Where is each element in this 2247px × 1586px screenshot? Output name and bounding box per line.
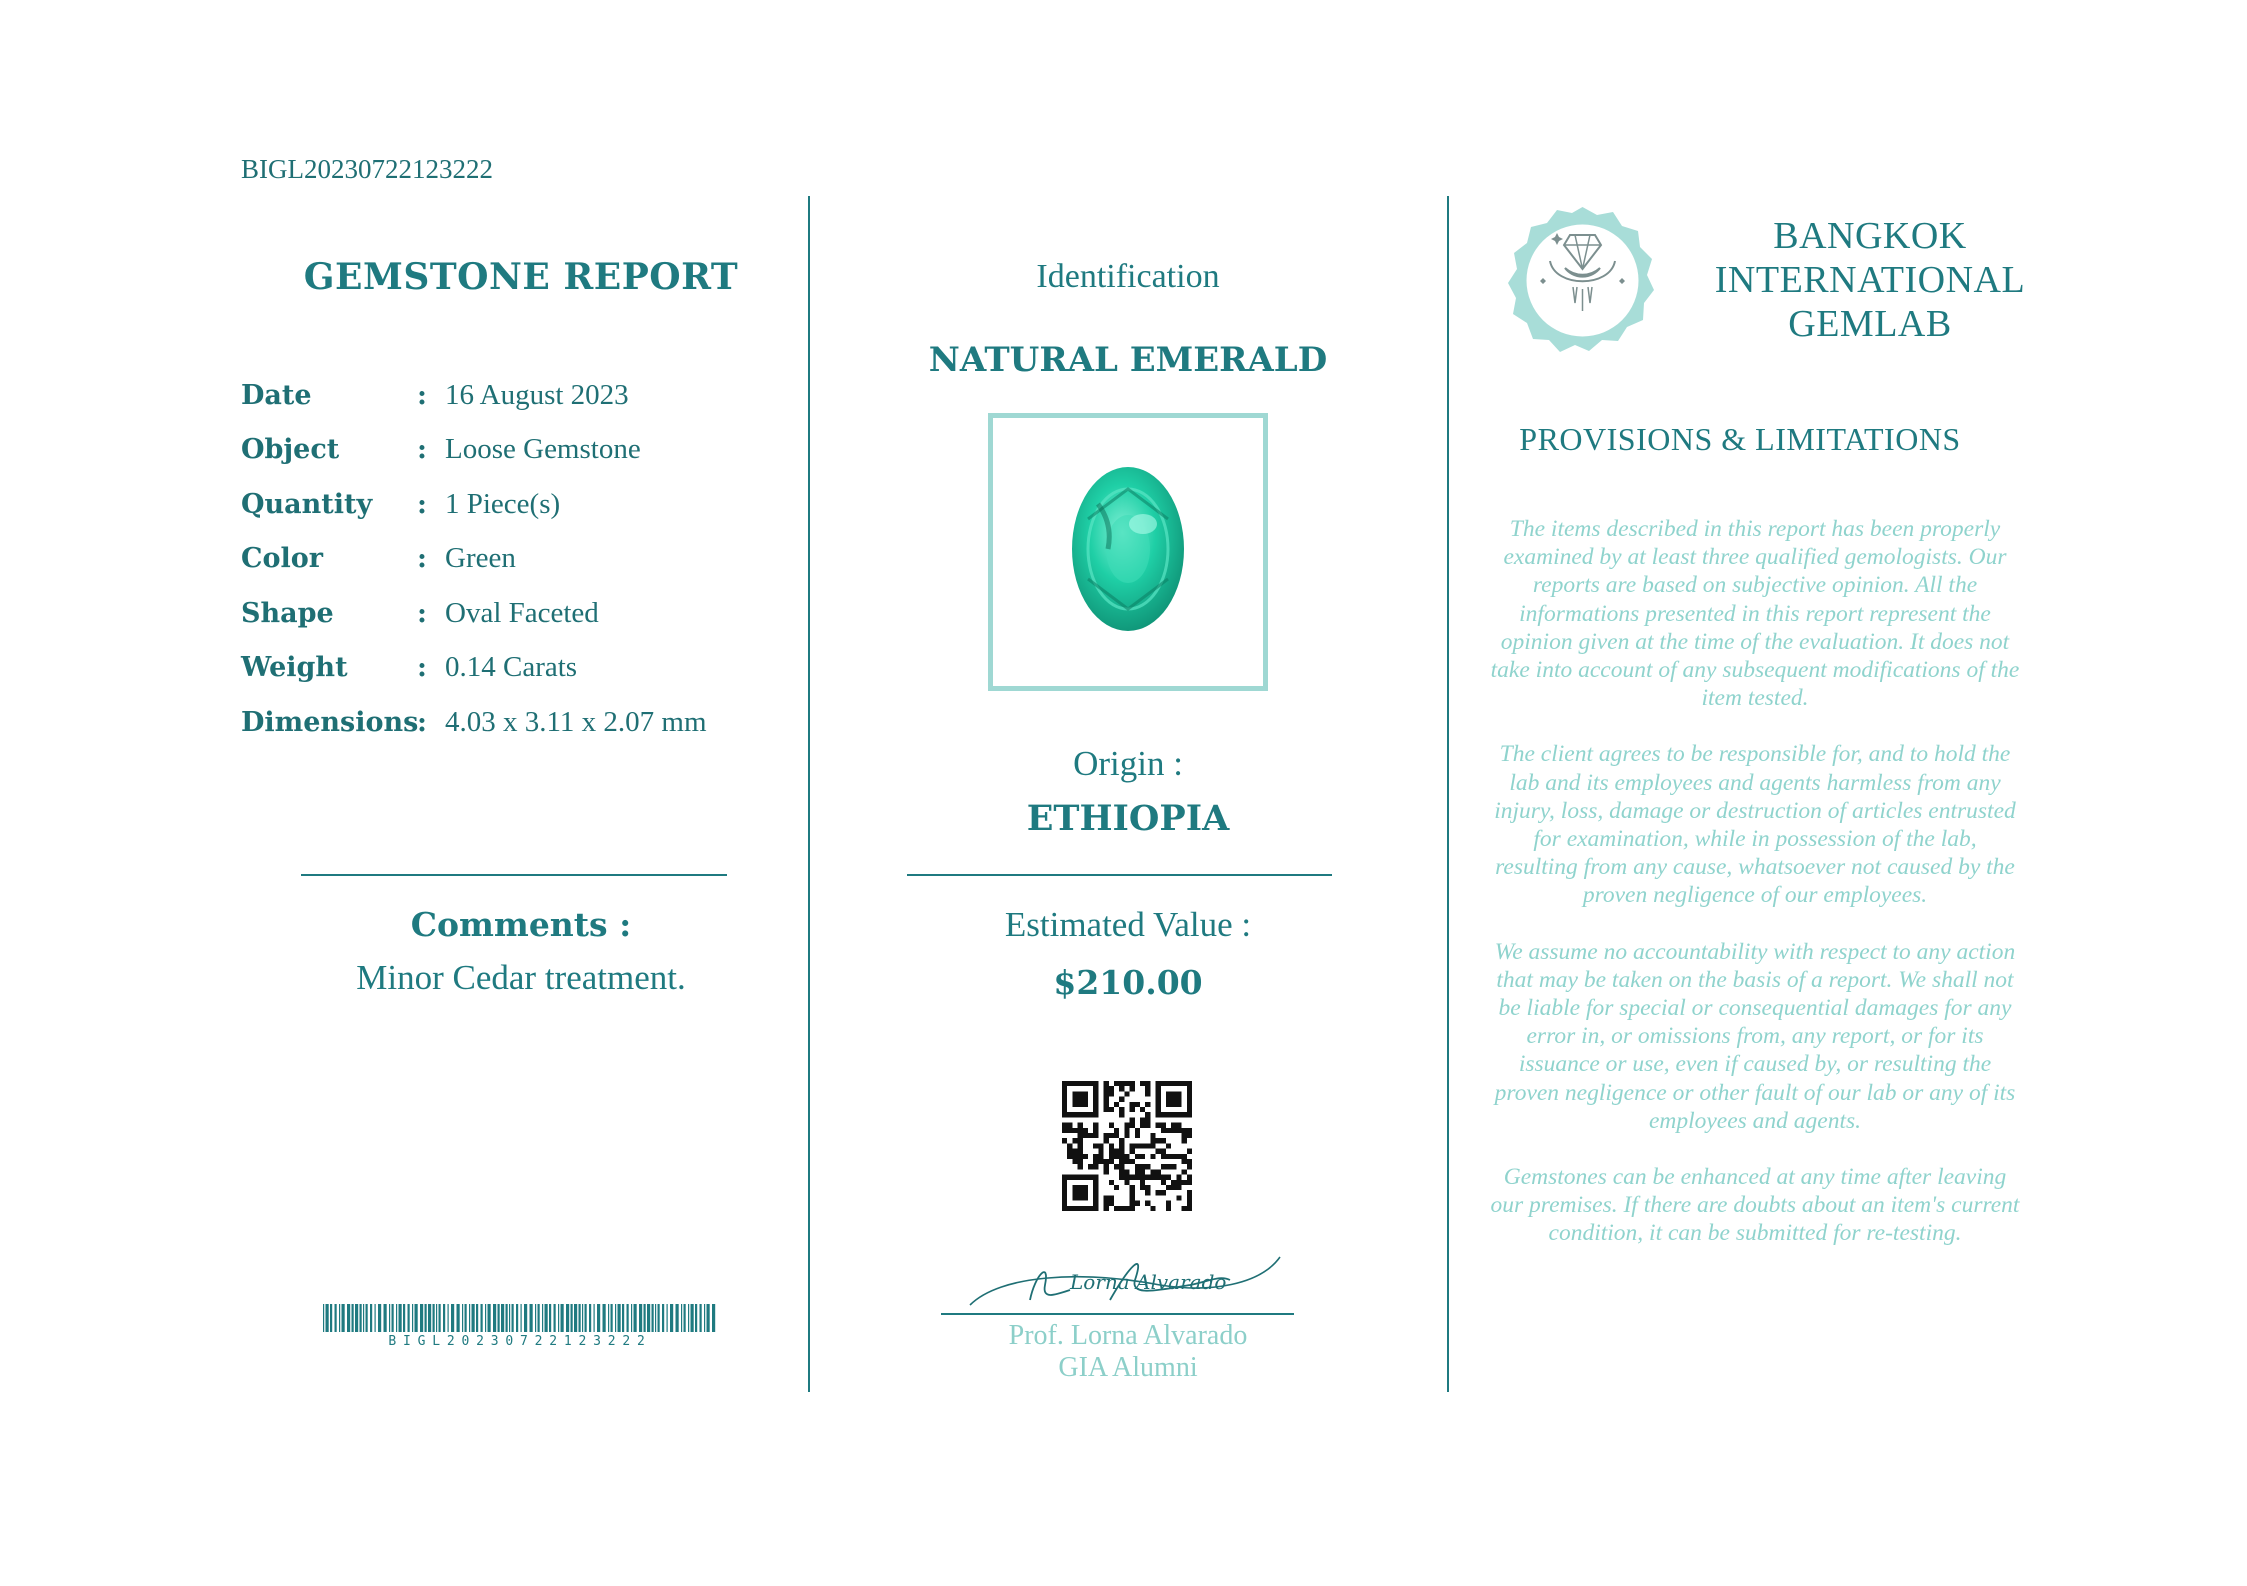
lab-name	[1700, 214, 2040, 346]
divider-comments	[301, 874, 727, 876]
provisions-paragraph: The items described in this report has been properly examined by at least three qualified gemologists. Our reports are based on subjective opinion. All the informations presented in this report represent the opinion given at the time of the evaluation. It does not take into account of any subsequent modifications of the item tested.	[1490, 516, 2020, 712]
detail-value: 1 Piece(s)	[445, 487, 561, 520]
detail-label: Quantity	[241, 488, 373, 520]
qr-code-icon[interactable]	[1062, 1081, 1192, 1211]
provisions-paragraph: We assume no accountability with respect to any action that may be taken on the basis of a report. We shall not be liable for special or consequential damages for any error in, or omissions from, any report, or for its issuance or use, even if caused by, or resulting the proven negligence or other fault of our lab or any of its employees and agents.	[1494, 938, 2016, 1134]
gem-name: NATURAL EMERALD	[928, 340, 1328, 380]
detail-value: 16 August 2023	[445, 378, 629, 411]
divider-value	[907, 874, 1332, 876]
lab-name-line: INTERNATIONAL	[1714, 259, 2026, 301]
detail-row-weight	[241, 641, 781, 696]
provisions-body	[1490, 515, 2020, 1276]
provisions-paragraph: Gemstones can be enhanced at any time after leaving our premises. If there are doubts about an item's current condition, it can be submitted for re-testing.	[1490, 1164, 2020, 1247]
details-list	[241, 368, 781, 750]
estimated-value-label: Estimated Value :	[1004, 905, 1252, 944]
detail-row-date	[241, 368, 781, 423]
detail-label: Dimensions	[241, 706, 419, 738]
detail-row-object	[241, 423, 781, 478]
detail-value: Oval Faceted	[445, 596, 599, 629]
detail-row-color	[241, 532, 781, 587]
comments-label: Comments :	[410, 905, 632, 944]
detail-value: 0.14 Carats	[445, 651, 578, 684]
detail-label: Object	[241, 434, 340, 466]
emerald-gem-image	[1068, 464, 1188, 634]
signer-name: Prof. Lorna Alvarado	[1008, 1320, 1248, 1351]
detail-label: Date	[241, 379, 312, 411]
detail-colon: :	[417, 706, 427, 738]
provisions-paragraph: The client agrees to be responsible for, and to hold the lab and its employees and agents harmless from any injury, loss, damage or destruction of articles entrusted for examination, while in possession of the lab, resulting from any cause, whatsoever not caused by the proven negligence of our employees.	[1494, 741, 2016, 909]
detail-colon: :	[417, 543, 427, 575]
signature-text: Lorna Alvarado	[1070, 1270, 1227, 1294]
detail-label: Color	[241, 543, 323, 575]
signature-image	[960, 1245, 1290, 1313]
column-divider-left	[808, 196, 810, 1392]
gem-crescent-seal-icon	[1505, 203, 1660, 358]
detail-value: Green	[445, 542, 516, 575]
comments-text: Minor Cedar treatment.	[356, 958, 686, 997]
lab-name-line: BANGKOK	[1773, 215, 1967, 257]
column-divider-right	[1447, 196, 1449, 1392]
report-id: BIGL20230722123222	[241, 154, 493, 184]
origin-label: Origin :	[1073, 744, 1183, 783]
detail-colon: :	[417, 434, 427, 466]
estimated-value-amount: $210.00	[1053, 963, 1203, 1002]
detail-colon: :	[417, 379, 427, 411]
report-title: GEMSTONE REPORT	[303, 256, 739, 298]
detail-row-shape	[241, 586, 781, 641]
detail-row-dimensions	[241, 695, 781, 750]
detail-colon: :	[417, 597, 427, 629]
lab-name-line: GEMLAB	[1788, 303, 1952, 345]
detail-colon: :	[417, 488, 427, 520]
signature-line	[941, 1313, 1294, 1315]
detail-label: Weight	[241, 652, 348, 684]
provisions-title: PROVISIONS & LIMITATIONS	[1519, 421, 1961, 457]
signer-title: GIA Alumni	[1058, 1352, 1198, 1383]
detail-label: Shape	[241, 597, 334, 629]
origin-value: ETHIOPIA	[1026, 798, 1230, 839]
barcode-icon	[323, 1304, 717, 1332]
detail-value: 4.03 x 3.11 x 2.07 mm	[445, 705, 707, 738]
barcode-text: BIGL20230722123222	[388, 1334, 652, 1349]
identification-label: Identification	[1036, 258, 1220, 295]
detail-value: Loose Gemstone	[445, 433, 641, 466]
gem-photo-frame	[988, 413, 1268, 691]
detail-colon: :	[417, 652, 427, 684]
detail-row-quantity	[241, 477, 781, 532]
